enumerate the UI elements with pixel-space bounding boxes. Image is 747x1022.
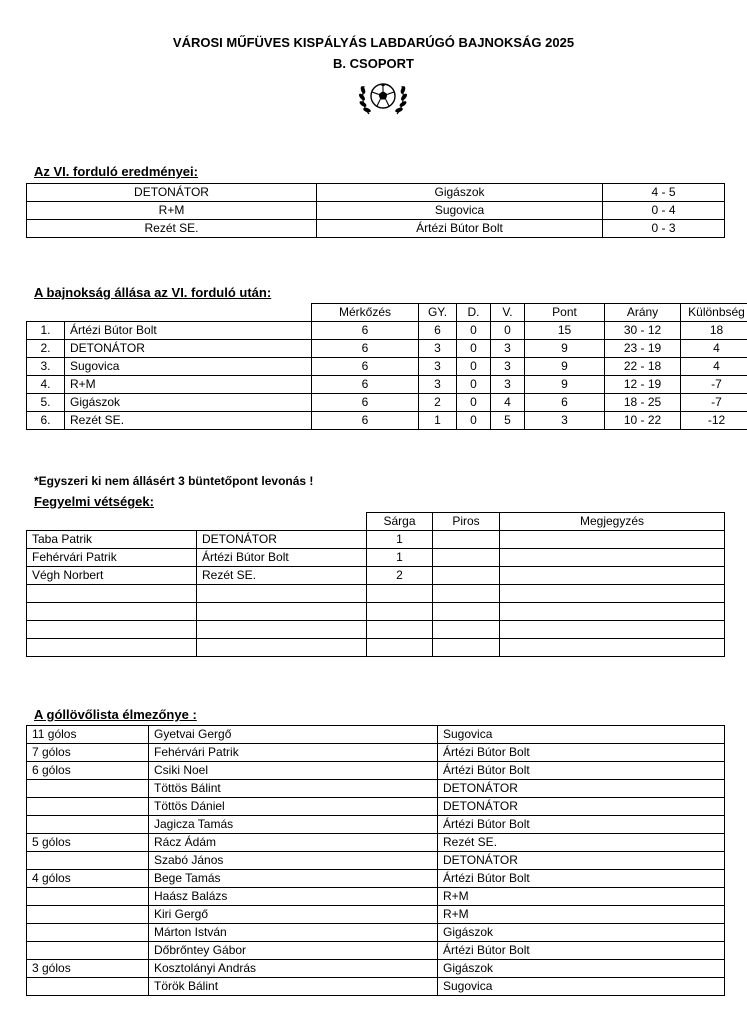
discipline-row <box>27 531 725 549</box>
team-name <box>197 585 367 603</box>
away-team: Sugovica <box>317 202 603 220</box>
player-name: Szabó János <box>149 852 438 870</box>
red-cards <box>433 603 500 621</box>
discipline-header-row <box>27 513 725 531</box>
player-name: Végh Norbert <box>27 567 197 585</box>
yellow-cards <box>367 639 433 657</box>
remark <box>500 531 725 549</box>
scorers-table <box>26 725 725 996</box>
scorer-row <box>27 870 725 888</box>
match-score: 0 - 3 <box>603 220 725 238</box>
goal-count: 6 gólos <box>27 762 149 780</box>
standings-row <box>27 358 747 376</box>
played: 6 <box>312 376 419 394</box>
player-name: Gyetvai Gergő <box>149 726 438 744</box>
goal-count <box>27 816 149 834</box>
result-row <box>27 184 725 202</box>
wins: 1 <box>419 412 457 430</box>
discipline-row <box>27 567 725 585</box>
goal-ratio: 30 - 12 <box>605 322 681 340</box>
player-name: Bege Tamás <box>149 870 438 888</box>
team-name <box>197 639 367 657</box>
results-heading: Az VI. forduló eredményei: <box>34 164 198 179</box>
goal-count <box>27 798 149 816</box>
played: 6 <box>312 340 419 358</box>
team-name: Sugovica <box>65 358 312 376</box>
discipline-row <box>27 621 725 639</box>
col-losses: V. <box>491 304 525 322</box>
scorer-row <box>27 744 725 762</box>
standings-row <box>27 412 747 430</box>
player-name: Taba Patrik <box>27 531 197 549</box>
goal-count <box>27 978 149 996</box>
player-name: Török Bálint <box>149 978 438 996</box>
goal-ratio: 22 - 18 <box>605 358 681 376</box>
player-name: Kosztolányi András <box>149 960 438 978</box>
yellow-cards: 2 <box>367 567 433 585</box>
team-name: Sugovica <box>438 726 725 744</box>
played: 6 <box>312 394 419 412</box>
home-team: DETONÁTOR <box>27 184 317 202</box>
position: 1. <box>27 322 65 340</box>
yellow-cards <box>367 621 433 639</box>
result-row <box>27 202 725 220</box>
losses: 3 <box>491 358 525 376</box>
col-played: Mérkőzés <box>312 304 419 322</box>
remark <box>500 603 725 621</box>
position: 6. <box>27 412 65 430</box>
wins: 6 <box>419 322 457 340</box>
goal-count <box>27 780 149 798</box>
group-title: B. CSOPORT <box>333 56 414 71</box>
losses: 0 <box>491 322 525 340</box>
red-cards <box>433 639 500 657</box>
player-name: Haász Balázs <box>149 888 438 906</box>
goal-count <box>27 906 149 924</box>
soccer-ball-laurel-icon <box>356 76 410 118</box>
discipline-heading: Fegyelmi vétségek: <box>34 494 154 509</box>
col-ratio: Arány <box>605 304 681 322</box>
team-name: Ártézi Bútor Bolt <box>438 762 725 780</box>
discipline-row <box>27 549 725 567</box>
col-draws: D. <box>457 304 491 322</box>
draws: 0 <box>457 322 491 340</box>
played: 6 <box>312 322 419 340</box>
team-name: DETONÁTOR <box>438 852 725 870</box>
points: 15 <box>525 322 605 340</box>
red-cards <box>433 549 500 567</box>
red-cards <box>433 567 500 585</box>
losses: 5 <box>491 412 525 430</box>
scorer-row <box>27 762 725 780</box>
remark <box>500 639 725 657</box>
remark <box>500 567 725 585</box>
goal-ratio: 10 - 22 <box>605 412 681 430</box>
played: 6 <box>312 412 419 430</box>
standings-table <box>26 303 747 430</box>
red-cards <box>433 585 500 603</box>
match-score: 0 - 4 <box>603 202 725 220</box>
draws: 0 <box>457 394 491 412</box>
goal-diff: -7 <box>681 394 747 412</box>
losses: 3 <box>491 340 525 358</box>
team-name <box>197 621 367 639</box>
team-name: Ártézi Bútor Bolt <box>438 744 725 762</box>
goal-count <box>27 852 149 870</box>
scorer-row <box>27 834 725 852</box>
scorer-row <box>27 726 725 744</box>
draws: 0 <box>457 376 491 394</box>
discipline-row <box>27 639 725 657</box>
scorer-row <box>27 852 725 870</box>
position: 2. <box>27 340 65 358</box>
scorer-row <box>27 942 725 960</box>
discipline-row <box>27 585 725 603</box>
team-name: Gigászok <box>65 394 312 412</box>
red-cards <box>433 531 500 549</box>
page-title: VÁROSI MŰFÜVES KISPÁLYÁS LABDARÚGÓ BAJNOKSÁG 2025 <box>172 35 575 50</box>
yellow-cards <box>367 585 433 603</box>
team-name: Gigászok <box>438 924 725 942</box>
team-name: Rezét SE. <box>65 412 312 430</box>
remark <box>500 621 725 639</box>
goal-count <box>27 924 149 942</box>
team-name <box>197 603 367 621</box>
scorer-row <box>27 924 725 942</box>
draws: 0 <box>457 412 491 430</box>
goal-count: 4 gólos <box>27 870 149 888</box>
penalty-note: *Egyszeri ki nem állásért 3 büntetőpont levonás ! <box>34 474 314 488</box>
goal-count: 7 gólos <box>27 744 149 762</box>
points: 6 <box>525 394 605 412</box>
standings-row <box>27 376 747 394</box>
points: 9 <box>525 340 605 358</box>
results-table <box>26 183 725 238</box>
yellow-cards: 1 <box>367 531 433 549</box>
scorer-row <box>27 960 725 978</box>
losses: 4 <box>491 394 525 412</box>
team-name: Ártézi Bútor Bolt <box>438 870 725 888</box>
away-team: Ártézi Bútor Bolt <box>317 220 603 238</box>
player-name: Töttös Dániel <box>149 798 438 816</box>
remark <box>500 585 725 603</box>
goal-count: 3 gólos <box>27 960 149 978</box>
wins: 2 <box>419 394 457 412</box>
draws: 0 <box>457 358 491 376</box>
goal-ratio: 18 - 25 <box>605 394 681 412</box>
col-yellow: Sárga <box>367 513 433 531</box>
team-name: R+M <box>438 888 725 906</box>
yellow-cards: 1 <box>367 549 433 567</box>
goal-count <box>27 888 149 906</box>
team-name: Ártézi Bútor Bolt <box>438 816 725 834</box>
played: 6 <box>312 358 419 376</box>
goal-diff: 18 <box>681 322 747 340</box>
team-name: R+M <box>65 376 312 394</box>
yellow-cards <box>367 603 433 621</box>
home-team: R+M <box>27 202 317 220</box>
player-name: Kiri Gergő <box>149 906 438 924</box>
goal-ratio: 23 - 19 <box>605 340 681 358</box>
position: 3. <box>27 358 65 376</box>
standings-row <box>27 322 747 340</box>
points: 9 <box>525 376 605 394</box>
goal-diff: -12 <box>681 412 747 430</box>
col-red: Piros <box>433 513 500 531</box>
discipline-table <box>26 512 725 657</box>
scorer-row <box>27 978 725 996</box>
col-note: Megjegyzés <box>500 513 725 531</box>
wins: 3 <box>419 340 457 358</box>
scorer-row <box>27 816 725 834</box>
team-name: DETONÁTOR <box>197 531 367 549</box>
goal-count <box>27 942 149 960</box>
team-name: R+M <box>438 906 725 924</box>
team-name: Ártézi Bútor Bolt <box>65 322 312 340</box>
player-name <box>27 621 197 639</box>
player-name: Fehérvári Patrik <box>27 549 197 567</box>
goal-count: 5 gólos <box>27 834 149 852</box>
discipline-row <box>27 603 725 621</box>
team-name: Ártézi Bútor Bolt <box>438 942 725 960</box>
losses: 3 <box>491 376 525 394</box>
team-name: Rezét SE. <box>438 834 725 852</box>
scorer-row <box>27 888 725 906</box>
goal-diff: 4 <box>681 340 747 358</box>
player-name: Dőbrőntey Gábor <box>149 942 438 960</box>
position: 4. <box>27 376 65 394</box>
goal-ratio: 12 - 19 <box>605 376 681 394</box>
player-name: Márton István <box>149 924 438 942</box>
points: 3 <box>525 412 605 430</box>
wins: 3 <box>419 376 457 394</box>
goal-diff: -7 <box>681 376 747 394</box>
wins: 3 <box>419 358 457 376</box>
goal-diff: 4 <box>681 358 747 376</box>
scorers-heading: A góllövőlista élmezőnye : <box>34 707 197 722</box>
player-name <box>27 639 197 657</box>
team-name: Gigászok <box>438 960 725 978</box>
away-team: Gigászok <box>317 184 603 202</box>
player-name: Rácz Ádám <box>149 834 438 852</box>
standings-row <box>27 340 747 358</box>
team-name: Sugovica <box>438 978 725 996</box>
draws: 0 <box>457 340 491 358</box>
player-name: Fehérvári Patrik <box>149 744 438 762</box>
col-diff: Különbség <box>681 304 747 322</box>
player-name <box>27 585 197 603</box>
scorer-row <box>27 906 725 924</box>
player-name <box>27 603 197 621</box>
player-name: Jagicza Tamás <box>149 816 438 834</box>
player-name: Töttös Bálint <box>149 780 438 798</box>
standings-heading: A bajnokság állása az VI. forduló után: <box>34 285 272 300</box>
col-wins: GY. <box>419 304 457 322</box>
team-name: Ártézi Bútor Bolt <box>197 549 367 567</box>
home-team: Rezét SE. <box>27 220 317 238</box>
team-name: Rezét SE. <box>197 567 367 585</box>
points: 9 <box>525 358 605 376</box>
position: 5. <box>27 394 65 412</box>
result-row <box>27 220 725 238</box>
standings-header-row <box>27 304 747 322</box>
scorer-row <box>27 798 725 816</box>
team-name: DETONÁTOR <box>438 798 725 816</box>
goal-count: 11 gólos <box>27 726 149 744</box>
standings-row <box>27 394 747 412</box>
player-name: Csiki Noel <box>149 762 438 780</box>
scorer-row <box>27 780 725 798</box>
red-cards <box>433 621 500 639</box>
remark <box>500 549 725 567</box>
team-name: DETONÁTOR <box>438 780 725 798</box>
col-points: Pont <box>525 304 605 322</box>
match-score: 4 - 5 <box>603 184 725 202</box>
team-name: DETONÁTOR <box>65 340 312 358</box>
